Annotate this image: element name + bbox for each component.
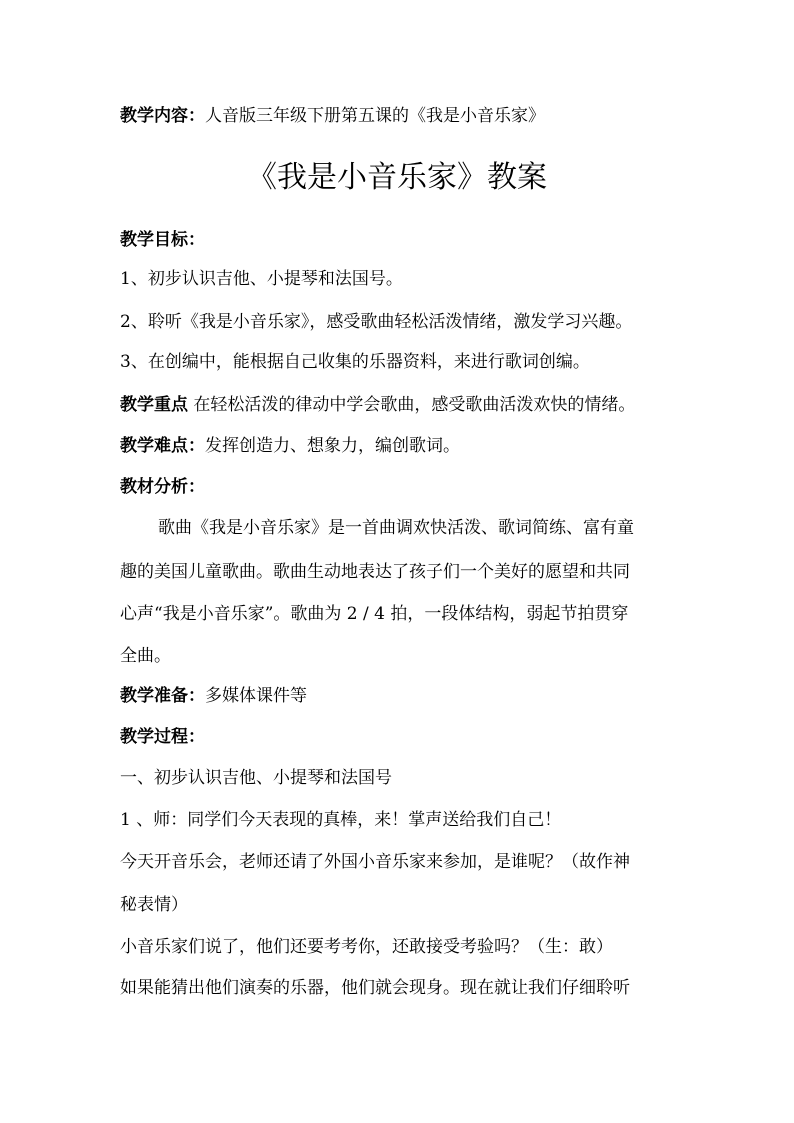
process-section-1: 一、初步认识吉他、小提琴和法国号 [120, 768, 392, 788]
objective-item-3: 3、在创编中，能根据自己收集的乐器资料，来进行歌词创编。 [120, 352, 590, 372]
difficulty-line [120, 436, 680, 456]
key-point-line [120, 395, 680, 415]
process-heading: 教学过程： [120, 727, 205, 747]
process-line-3: 秘表情） [120, 895, 188, 915]
analysis-line-1: 歌曲《我是小音乐家》是一首曲调欢快活泼、歌词简练、富有童 [158, 518, 634, 538]
process-line-5: 如果能猜出他们演奏的乐器，他们就会现身。现在就让我们仔细聆听 [120, 978, 630, 998]
analysis-line-2: 趣的美国儿童歌曲。歌曲生动地表达了孩子们一个美好的愿望和共同 [120, 562, 630, 582]
preparation-label: 教学准备： [120, 686, 205, 706]
document-title: 《我是小音乐家》教案 [247, 160, 547, 195]
key-point-text: 在轻松活泼的律动中学会歌曲，感受歌曲活泼欢快的情绪。 [193, 395, 636, 415]
objective-item-1: 1、初步认识吉他、小提琴和法国号。 [120, 269, 403, 289]
difficulty-label: 教学难点： [120, 436, 205, 456]
teaching-content-line [120, 106, 680, 126]
process-line-1: 1 、师：同学们今天表现的真棒，来！掌声送给我们自己！ [120, 810, 562, 830]
preparation-text: 多媒体课件等 [205, 686, 307, 706]
difficulty-text: 发挥创造力、想象力，编创歌词。 [205, 436, 460, 456]
teaching-content-text: 人音版三年级下册第五课的《我是小音乐家》 [205, 106, 545, 126]
key-point-label: 教学重点 [120, 395, 188, 415]
analysis-line-3: 心声“我是小音乐家”。歌曲为 2 / 4 拍，一段体结构，弱起节拍贯穿 [120, 604, 629, 624]
objective-item-2: 2、聆听《我是小音乐家》，感受歌曲轻松活泼情绪，激发学习兴趣。 [120, 312, 633, 332]
analysis-line-4: 全曲。 [120, 646, 171, 666]
process-line-4: 小音乐家们说了，他们还要考考你，还敢接受考验吗？（生：敢） [120, 937, 613, 957]
analysis-heading: 教材分析： [120, 477, 205, 497]
preparation-line [120, 686, 680, 706]
objectives-heading: 教学目标： [120, 230, 205, 250]
process-line-2: 今天开音乐会，老师还请了外国小音乐家来参加，是谁呢？（故作神 [120, 852, 630, 872]
teaching-content-label: 教学内容： [120, 106, 205, 126]
